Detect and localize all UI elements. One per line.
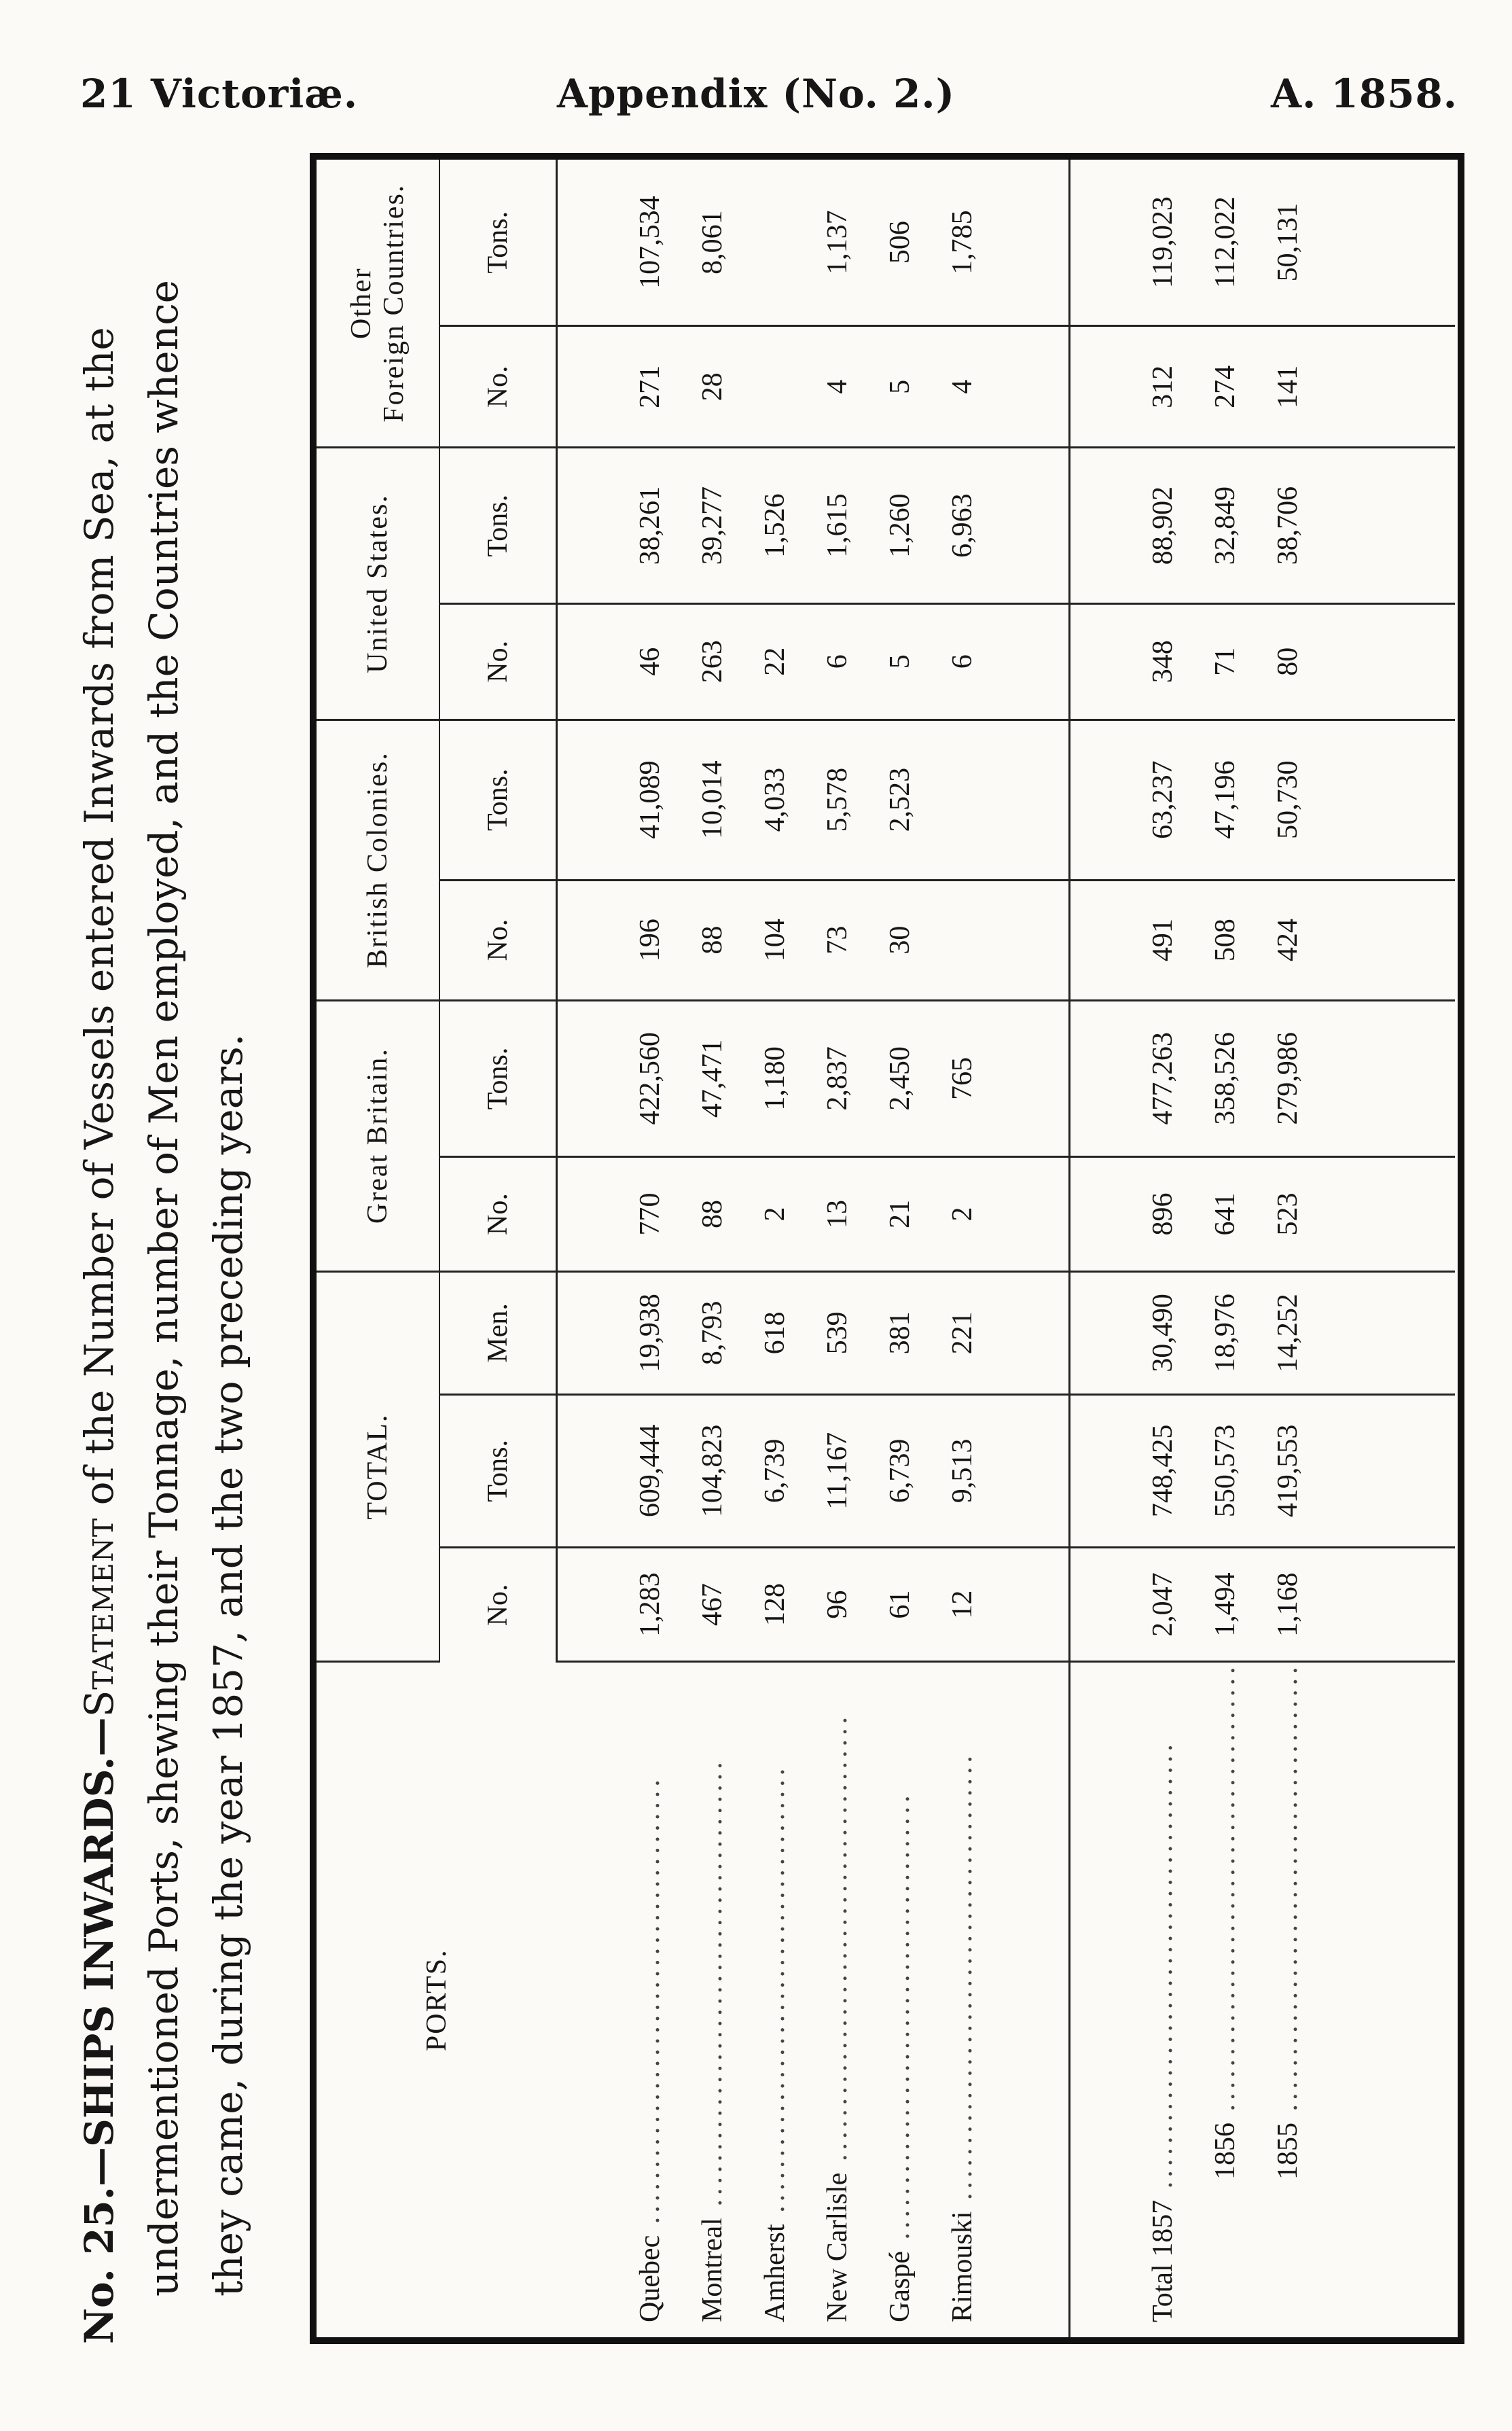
col-header-bc-no: No. xyxy=(439,880,557,1000)
bc-no-cell: 196 xyxy=(619,880,681,1000)
of-no-cell: 141 xyxy=(1257,326,1319,448)
port-name-cell xyxy=(1132,1662,1194,2337)
spacer-cell xyxy=(557,326,619,448)
spacer-cell xyxy=(557,880,619,1000)
spacer-cell xyxy=(557,1395,619,1548)
spacer-cell xyxy=(994,1157,1070,1271)
gb-tons-cell: 477,263 xyxy=(1132,1000,1194,1157)
col-header-bc-tons: Tons. xyxy=(439,720,557,880)
col-header-gb-no: No. xyxy=(439,1157,557,1271)
of-no-cell: 28 xyxy=(681,326,744,448)
us-tons-cell: 88,902 xyxy=(1132,448,1194,604)
port-name-cell xyxy=(806,1662,869,2337)
total-row xyxy=(1132,160,1194,2337)
spacer-cell xyxy=(1319,603,1455,720)
gb-no-cell: 523 xyxy=(1257,1157,1319,1271)
gb-no-cell: 13 xyxy=(806,1157,869,1271)
total-men-cell: 221 xyxy=(931,1271,994,1394)
col-header-us-tons: Tons. xyxy=(439,448,557,604)
rotated-table-page xyxy=(68,136,1426,2344)
us-tons-cell: 1,260 xyxy=(869,448,931,604)
col-header-gb-tons: Tons. xyxy=(439,1000,557,1157)
port-name-cell xyxy=(869,1662,931,2337)
of-no-cell: 312 xyxy=(1132,326,1194,448)
group-british-colonies-header: British Colonies. xyxy=(317,720,439,1000)
total-row xyxy=(1194,160,1257,2337)
total-men-cell: 618 xyxy=(744,1271,806,1394)
spacer-cell xyxy=(1319,1157,1455,1271)
us-tons-cell: 39,277 xyxy=(681,448,744,604)
spacer-cell xyxy=(1070,603,1132,720)
gb-no-cell: 2 xyxy=(744,1157,806,1271)
spacer-cell xyxy=(1070,880,1132,1000)
spacer-row xyxy=(1070,160,1132,2337)
table-heading: SHIPS INWARDS.— xyxy=(76,1717,122,2148)
gb-no-cell: 641 xyxy=(1194,1157,1257,1271)
running-head-right: A. 1858. xyxy=(1270,71,1458,117)
gb-tons-cell: 279,986 xyxy=(1257,1000,1319,1157)
of-no-cell: 4 xyxy=(931,326,994,448)
of-tons-cell: 1,785 xyxy=(931,160,994,326)
spacer-cell xyxy=(994,326,1070,448)
spacer-cell xyxy=(994,1662,1070,2337)
spacer-cell xyxy=(557,603,619,720)
spacer-cell xyxy=(1319,880,1455,1000)
of-tons-cell: 506 xyxy=(869,160,931,326)
spacer-cell xyxy=(1070,160,1132,326)
total-no-cell: 12 xyxy=(931,1547,994,1662)
group-other-foreign-header xyxy=(317,160,439,448)
port-name: 1855 xyxy=(1272,2123,1303,2180)
port-name-cell xyxy=(931,1662,994,2337)
total-men-cell: 14,252 xyxy=(1257,1271,1319,1394)
total-men-cell: 30,490 xyxy=(1132,1271,1194,1394)
leader-dots: ........................................ xyxy=(1272,1663,1303,2123)
spacer-cell xyxy=(1319,160,1455,326)
spacer-row xyxy=(1319,160,1455,2337)
total-tons-cell: 6,739 xyxy=(869,1395,931,1548)
of-tons-cell: 50,131 xyxy=(1257,160,1319,326)
col-header-total-men: Men. xyxy=(439,1271,557,1394)
us-no-cell: 80 xyxy=(1257,603,1319,720)
bc-tons-cell: 2,523 xyxy=(869,720,931,880)
total-no-cell: 96 xyxy=(806,1547,869,1662)
spacer-cell xyxy=(557,1157,619,1271)
gb-no-cell: 88 xyxy=(681,1157,744,1271)
gb-tons-cell: 422,560 xyxy=(619,1000,681,1157)
total-row xyxy=(1257,160,1319,2337)
total-no-cell: 61 xyxy=(869,1547,931,1662)
total-tons-cell: 609,444 xyxy=(619,1395,681,1548)
us-tons-cell: 32,849 xyxy=(1194,448,1257,604)
leader-dots: ........................................ xyxy=(697,1758,728,2218)
us-no-cell: 263 xyxy=(681,603,744,720)
gb-tons-cell: 2,837 xyxy=(806,1000,869,1157)
us-no-cell: 71 xyxy=(1194,603,1257,720)
group-great-britain-header: Great Britain. xyxy=(317,1000,439,1271)
of-no-cell: 4 xyxy=(806,326,869,448)
bc-tons-cell: 41,089 xyxy=(619,720,681,880)
spacer-cell xyxy=(557,720,619,880)
bc-tons-cell: 10,014 xyxy=(681,720,744,880)
bc-no-cell: 104 xyxy=(744,880,806,1000)
bc-no-cell: 88 xyxy=(681,880,744,1000)
spacer-cell xyxy=(557,1000,619,1157)
port-name: Total 1857 xyxy=(1147,2199,1178,2322)
leader-dots: ........................................ xyxy=(884,1791,916,2252)
total-men-cell: 8,793 xyxy=(681,1271,744,1394)
port-row xyxy=(619,160,681,2337)
spacer-cell xyxy=(994,720,1070,880)
table-number: No. 25.— xyxy=(76,2147,122,2344)
spacer-cell xyxy=(1070,1395,1132,1548)
us-no-cell: 22 xyxy=(744,603,806,720)
leader-dots: ........................................ xyxy=(1210,1663,1241,2123)
total-tons-cell: 11,167 xyxy=(806,1395,869,1548)
spacer-cell xyxy=(994,1395,1070,1548)
us-no-cell: 46 xyxy=(619,603,681,720)
bc-no-cell: 73 xyxy=(806,880,869,1000)
spacer-cell xyxy=(994,1547,1070,1662)
port-name: Gaspé xyxy=(884,2251,916,2322)
group-united-states-header: United States. xyxy=(317,448,439,720)
gb-tons-cell: 358,526 xyxy=(1194,1000,1257,1157)
of-no-cell: 274 xyxy=(1194,326,1257,448)
bc-no-cell: 491 xyxy=(1132,880,1194,1000)
us-no-cell: 348 xyxy=(1132,603,1194,720)
leader-dots: ........................................ xyxy=(759,1764,791,2224)
bc-tons-cell: 50,730 xyxy=(1257,720,1319,880)
spacer-cell xyxy=(994,603,1070,720)
total-no-cell: 1,168 xyxy=(1257,1547,1319,1662)
statistics-table-frame xyxy=(310,153,1464,2344)
port-name: Quebec xyxy=(634,2235,666,2322)
port-row xyxy=(806,160,869,2337)
of-tons-cell: 107,534 xyxy=(619,160,681,326)
bc-no-cell xyxy=(931,880,994,1000)
gb-no-cell: 2 xyxy=(931,1157,994,1271)
port-row xyxy=(869,160,931,2337)
of-no-cell: 271 xyxy=(619,326,681,448)
port-name-cell xyxy=(1257,1662,1319,2337)
spacer-cell xyxy=(994,1000,1070,1157)
total-men-cell: 539 xyxy=(806,1271,869,1394)
gb-tons-cell: 2,450 xyxy=(869,1000,931,1157)
col-header-total-tons: Tons. xyxy=(439,1395,557,1548)
spacer-cell xyxy=(1319,1395,1455,1548)
col-header-total-no: No. xyxy=(439,1547,557,1662)
port-row xyxy=(744,160,806,2337)
spacer-row xyxy=(557,160,619,2337)
total-no-cell: 1,494 xyxy=(1194,1547,1257,1662)
caption-line-3: they came, during the year 1857, and the two preceding years. xyxy=(205,1033,251,2296)
of-tons-cell: 119,023 xyxy=(1132,160,1194,326)
other-foreign-line-1: Other xyxy=(346,267,377,340)
total-tons-cell: 9,513 xyxy=(931,1395,994,1548)
group-header-row xyxy=(317,160,439,2337)
bc-no-cell: 508 xyxy=(1194,880,1257,1000)
group-total-header: TOTAL. xyxy=(317,1271,439,1662)
bc-tons-cell: 5,578 xyxy=(806,720,869,880)
total-tons-cell: 6,739 xyxy=(744,1395,806,1548)
leader-dots: ........................................ xyxy=(822,1713,853,2173)
total-men-cell: 18,976 xyxy=(1194,1271,1257,1394)
us-no-cell: 5 xyxy=(869,603,931,720)
ships-inwards-table xyxy=(317,160,1455,2337)
spacer-cell xyxy=(1070,1000,1132,1157)
us-no-cell: 6 xyxy=(931,603,994,720)
leader-dots: ........................................ xyxy=(634,1775,666,2235)
gb-no-cell: 770 xyxy=(619,1157,681,1271)
leader-dots: ........................................ xyxy=(1147,1740,1178,2200)
caption-statement: Statement xyxy=(76,1517,122,1718)
spacer-cell xyxy=(1070,720,1132,880)
spacer-cell xyxy=(557,160,619,326)
of-tons-cell xyxy=(744,160,806,326)
of-no-cell: 5 xyxy=(869,326,931,448)
spacer-cell xyxy=(1319,1271,1455,1394)
caption-line-2: undermentioned Ports, shewing their Tonnage, number of Men employed, and the Countries whence xyxy=(141,280,187,2296)
port-name: Montreal xyxy=(697,2218,728,2322)
bc-tons-cell: 4,033 xyxy=(744,720,806,880)
of-tons-cell: 1,137 xyxy=(806,160,869,326)
spacer-cell xyxy=(557,1271,619,1394)
spacer-cell xyxy=(994,160,1070,326)
port-row xyxy=(931,160,994,2337)
port-name-cell xyxy=(1194,1662,1257,2337)
spacer-cell xyxy=(1070,448,1132,604)
port-name: New Carlisle xyxy=(822,2172,853,2322)
us-no-cell: 6 xyxy=(806,603,869,720)
port-name-cell xyxy=(619,1662,681,2337)
port-name: Amherst xyxy=(759,2224,791,2322)
total-tons-cell: 104,823 xyxy=(681,1395,744,1548)
spacer-cell xyxy=(557,1662,619,2337)
spacer-cell xyxy=(1070,1157,1132,1271)
total-men-cell: 19,938 xyxy=(619,1271,681,1394)
of-tons-cell: 112,022 xyxy=(1194,160,1257,326)
gb-tons-cell: 765 xyxy=(931,1000,994,1157)
bc-no-cell: 424 xyxy=(1257,880,1319,1000)
spacer-cell xyxy=(1070,326,1132,448)
total-no-cell: 2,047 xyxy=(1132,1547,1194,1662)
spacer-cell xyxy=(1070,1662,1132,2337)
spacer-cell xyxy=(1319,720,1455,880)
us-tons-cell: 6,963 xyxy=(931,448,994,604)
spacer-cell xyxy=(1319,448,1455,604)
total-no-cell: 128 xyxy=(744,1547,806,1662)
spacer-cell xyxy=(1319,326,1455,448)
gb-tons-cell: 1,180 xyxy=(744,1000,806,1157)
caption-line-1 xyxy=(68,327,130,2344)
running-head-center: Appendix (No. 2.) xyxy=(556,71,956,117)
spacer-cell xyxy=(1070,1547,1132,1662)
total-tons-cell: 748,425 xyxy=(1132,1395,1194,1548)
bc-tons-cell: 63,237 xyxy=(1132,720,1194,880)
total-men-cell: 381 xyxy=(869,1271,931,1394)
col-header-of-tons: Tons. xyxy=(439,160,557,326)
port-name-cell xyxy=(744,1662,806,2337)
gb-no-cell: 896 xyxy=(1132,1157,1194,1271)
total-no-cell: 467 xyxy=(681,1547,744,1662)
of-tons-cell: 8,061 xyxy=(681,160,744,326)
spacer-cell xyxy=(994,1271,1070,1394)
of-no-cell xyxy=(744,326,806,448)
total-tons-cell: 550,573 xyxy=(1194,1395,1257,1548)
spacer-cell xyxy=(557,1547,619,1662)
leader-dots: ........................................ xyxy=(947,1752,978,2212)
spacer-cell xyxy=(1319,1662,1455,2337)
spacer-cell xyxy=(1319,1000,1455,1157)
spacer-cell xyxy=(1319,1547,1455,1662)
running-head-left: 21 Victoriæ. xyxy=(80,71,359,117)
total-no-cell: 1,283 xyxy=(619,1547,681,1662)
ports-header: PORTS. xyxy=(420,1949,452,2052)
port-name: Rimouski xyxy=(947,2211,978,2322)
caption-line-1-rest: of the Number of Vessels entered Inwards from Sea, at the xyxy=(76,327,122,1518)
us-tons-cell: 38,261 xyxy=(619,448,681,604)
spacer-cell xyxy=(1070,1271,1132,1394)
spacer-cell xyxy=(994,448,1070,604)
bc-tons-cell xyxy=(931,720,994,880)
port-name: 1856 xyxy=(1210,2123,1241,2180)
other-foreign-line-2: Foreign Countries. xyxy=(378,183,410,423)
table-body xyxy=(317,160,1455,2337)
gb-tons-cell: 47,471 xyxy=(681,1000,744,1157)
col-header-us-no: No. xyxy=(439,603,557,720)
spacer-row xyxy=(994,160,1070,2337)
spacer-cell xyxy=(994,880,1070,1000)
total-tons-cell: 419,553 xyxy=(1257,1395,1319,1548)
us-tons-cell: 38,706 xyxy=(1257,448,1319,604)
us-tons-cell: 1,615 xyxy=(806,448,869,604)
bc-no-cell: 30 xyxy=(869,880,931,1000)
bc-tons-cell: 47,196 xyxy=(1194,720,1257,880)
gb-no-cell: 21 xyxy=(869,1157,931,1271)
col-header-of-no: No. xyxy=(439,326,557,448)
spacer-cell xyxy=(557,448,619,604)
port-name-cell xyxy=(681,1662,744,2337)
port-row xyxy=(681,160,744,2337)
us-tons-cell: 1,526 xyxy=(744,448,806,604)
